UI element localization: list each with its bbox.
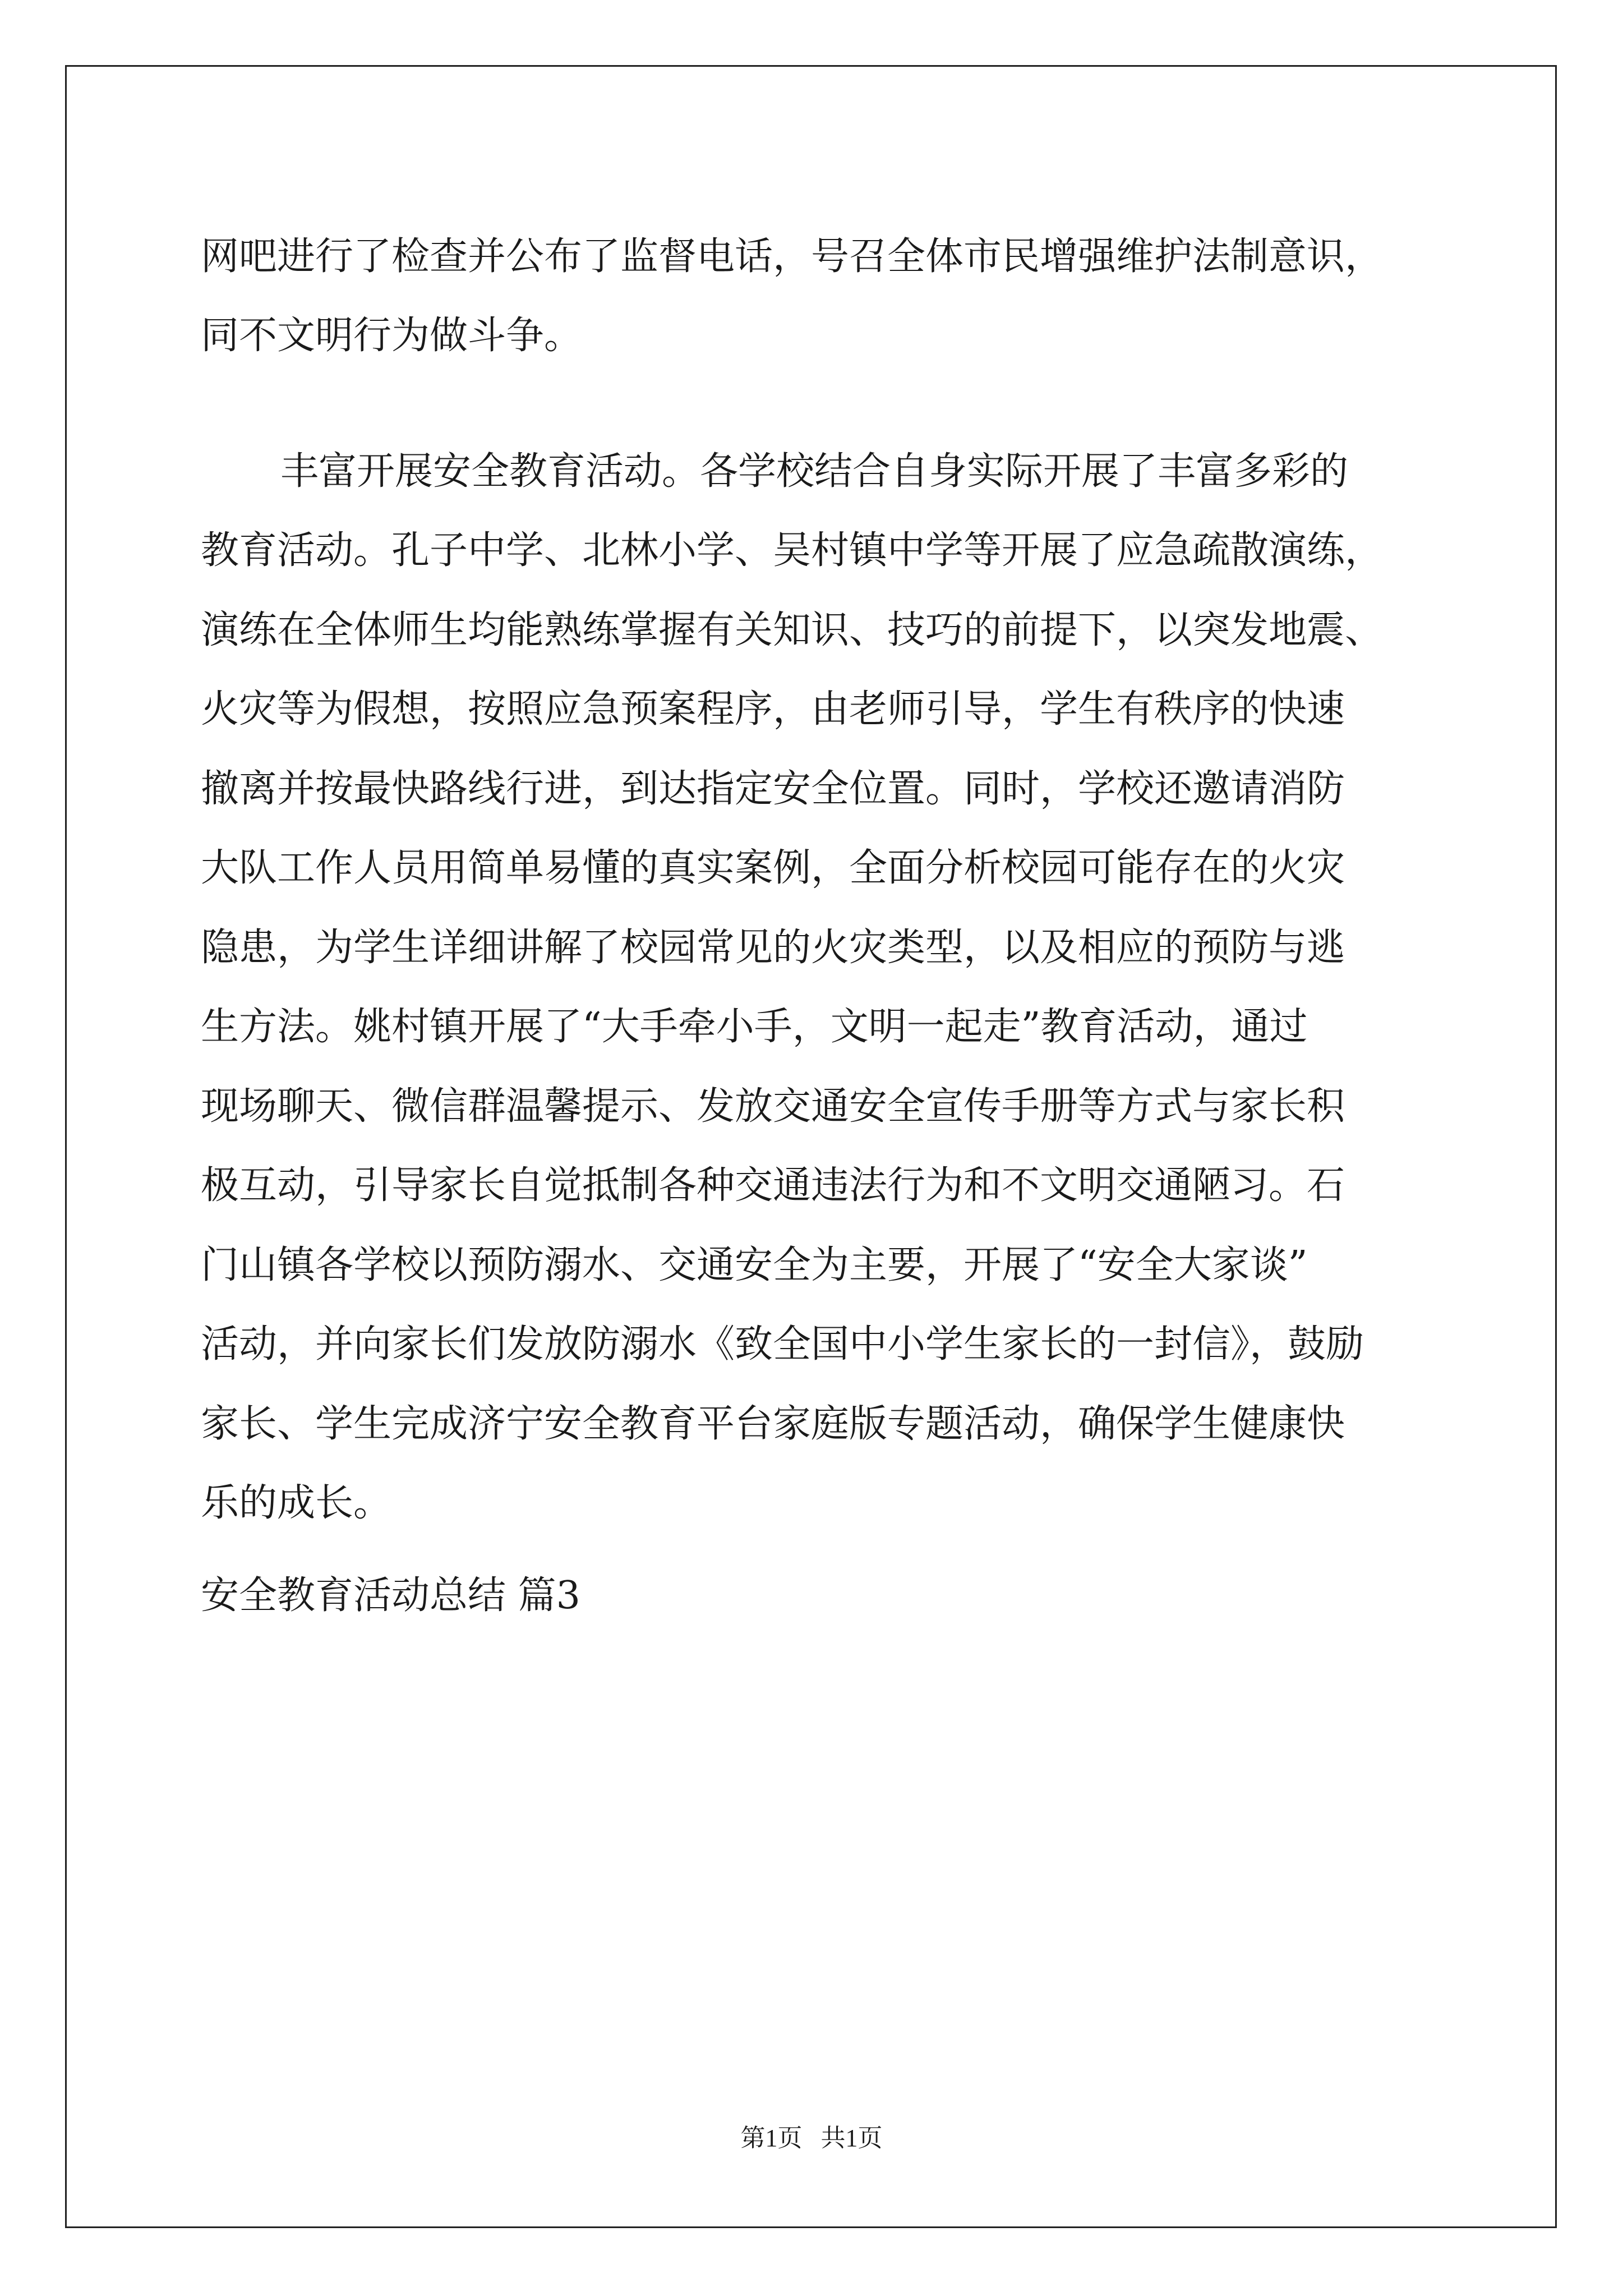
section-heading: 安全教育活动总结 篇3 [201, 1573, 580, 1618]
paragraph-line: 网吧进行了检查并公布了监督电话，号召全体市民增强维护法制意识， [201, 234, 1384, 279]
paragraph-line: 乐的成长。 [201, 1481, 392, 1525]
paragraph-line: 隐患，为学生详细讲解了校园常见的火灾类型，以及相应的预防与逃 [201, 926, 1345, 970]
paragraph-line: 极互动，引导家长自觉抵制各种交通违法行为和不文明交通陋习。石 [201, 1163, 1345, 1208]
paragraph-line: 火灾等为假想，按照应急预案程序，由老师引导，学生有秩序的快速 [201, 687, 1345, 731]
paragraph-line: 教育活动。孔子中学、北林小学、吴村镇中学等开展了应急疏散演练， [201, 528, 1384, 573]
paragraph-line: 同不文明行为做斗争。 [201, 314, 583, 358]
paragraph-line: 家长、学生完成济宁安全教育平台家庭版专题活动，确保学生健康快 [201, 1402, 1345, 1446]
paragraph-line: 演练在全体师生均能熟练掌握有关知识、技巧的前提下，以突发地震、 [201, 608, 1384, 652]
page-border [65, 65, 1557, 2228]
paragraph-line: 活动，并向家长们发放防溺水《致全国中小学生家长的一封信》，鼓励 [201, 1322, 1364, 1366]
paragraph-line: 大队工作人员用简单易懂的真实案例，全面分析校园可能存在的火灾 [201, 846, 1345, 890]
paragraph-line: 生方法。姚村镇开展了“大手牵小手，文明一起走”教育活动，通过 [201, 1005, 1308, 1049]
paragraph-line: 撤离并按最快路线行进，到达指定安全位置。同时，学校还邀请消防 [201, 767, 1345, 811]
paragraph-line: 门山镇各学校以预防溺水、交通安全为主要，开展了“安全大家谈” [201, 1243, 1308, 1287]
paragraph-line: 丰富开展安全教育活动。各学校结合自身实际开展了丰富多彩的 [280, 449, 1349, 494]
page-footer: 第1页 共1页 [740, 2124, 883, 2152]
paragraph-line: 现场聊天、微信群温馨提示、发放交通安全宣传手册等方式与家长积 [201, 1084, 1345, 1129]
